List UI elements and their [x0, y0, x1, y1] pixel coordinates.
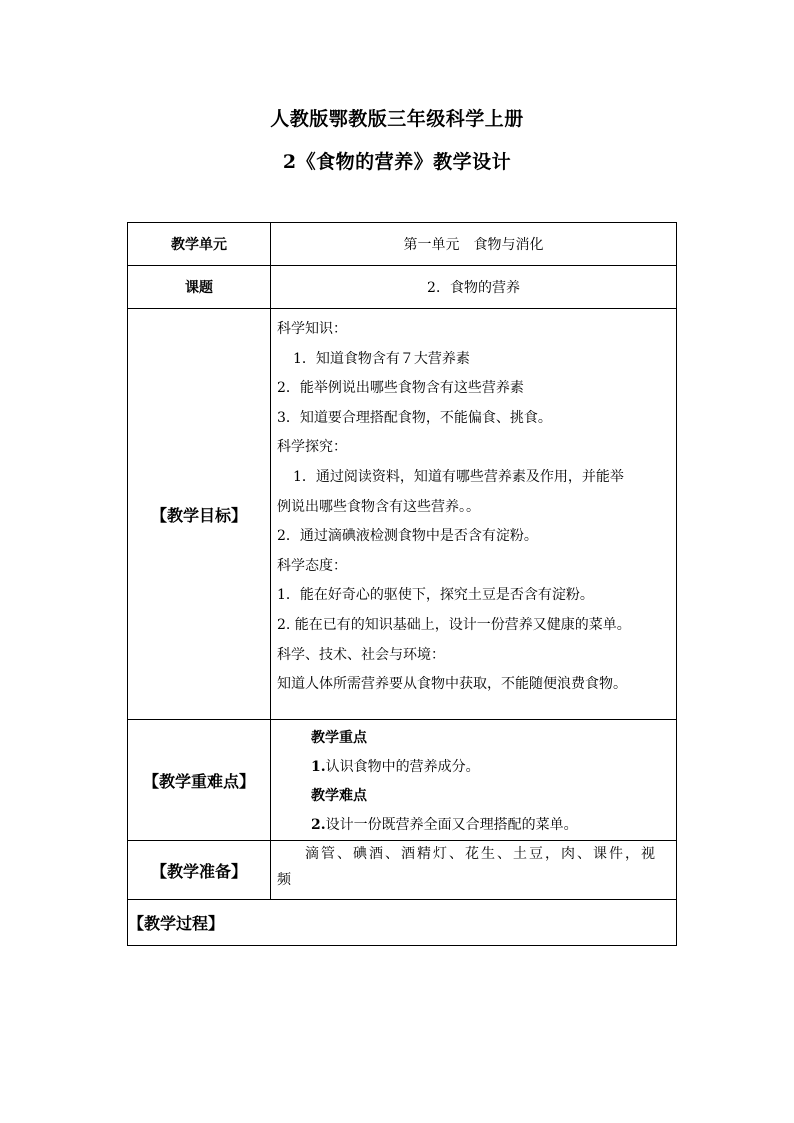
goal-line: 1．通过阅读资料，知道有哪些营养素及作用，并能举: [293, 468, 624, 485]
goal-line: 1．知道食物含有７大营养素: [293, 350, 470, 367]
preparation-label: 【教学准备】: [128, 841, 271, 900]
table-row-key-points: [128, 720, 677, 841]
key-heading: 教学重点: [311, 730, 367, 746]
table-row-goals: [128, 309, 677, 720]
goal-line: 例说出哪些食物含有这些营养。。: [277, 498, 480, 515]
goal-line: 知道人体所需营养要从食物中获取，不能随便浪费食物。: [277, 676, 627, 693]
document-subtitle: 2《食物的营养》教学设计: [282, 151, 512, 173]
goal-line: 1．能在好奇心的驱使下，探究土豆是否含有淀粉。: [277, 587, 594, 604]
topic-value: 2．食物的营养: [271, 266, 677, 309]
difficult-item-text: 设计一份既营养全面又合理搭配的菜单。: [325, 817, 578, 833]
table-row-process: [128, 900, 677, 946]
goal-line: 3．知道要合理搭配食物，不能偏食、挑食。: [277, 409, 552, 426]
goal-line: 科学、技术、社会与环境：: [277, 646, 445, 663]
goal-line: 2. 能在已有的知识基础上，设计一份营养又健康的菜单。: [277, 616, 631, 633]
table-row-unit: [128, 223, 677, 266]
preparation-value: 滴管、碘酒、酒精灯、花生、土豆，肉、课件，视频: [277, 846, 657, 888]
difficult-heading: 教学难点: [311, 788, 367, 804]
goals-list: [271, 309, 676, 700]
preparation-cell: [271, 841, 677, 900]
document-title: 人教版鄂教版三年级科学上册: [270, 108, 524, 130]
goal-line: 科学知识：: [277, 321, 347, 337]
topic-label: 课题: [128, 266, 271, 309]
unit-value: 第一单元 食物与消化: [271, 223, 677, 266]
process-label: 【教学过程】: [128, 900, 677, 946]
goal-line: 科学探究：: [277, 439, 347, 456]
key-item-number: 1.: [311, 759, 326, 775]
difficult-item-number: 2.: [311, 817, 326, 833]
unit-label: 教学单元: [128, 223, 271, 266]
table-row-preparation: [128, 841, 677, 900]
key-points-cell: [271, 720, 677, 841]
difficult-item: [311, 811, 672, 840]
goals-label: 【教学目标】: [128, 309, 271, 720]
goal-line: 科学态度：: [277, 557, 347, 574]
key-points-list: [271, 720, 676, 840]
goals-cell: [271, 309, 677, 720]
table-row-topic: [128, 266, 677, 309]
key-points-label: 【教学重难点】: [128, 720, 271, 841]
goal-line: 2．能举例说出哪些食物含有这些营养素: [277, 380, 524, 397]
key-item-text: 认识食物中的营养成分。: [325, 759, 480, 775]
key-item: [311, 753, 672, 782]
goal-line: 2．通过滴碘液检测食物中是否含有淀粉。: [277, 528, 538, 545]
lesson-plan-table: [127, 222, 677, 946]
